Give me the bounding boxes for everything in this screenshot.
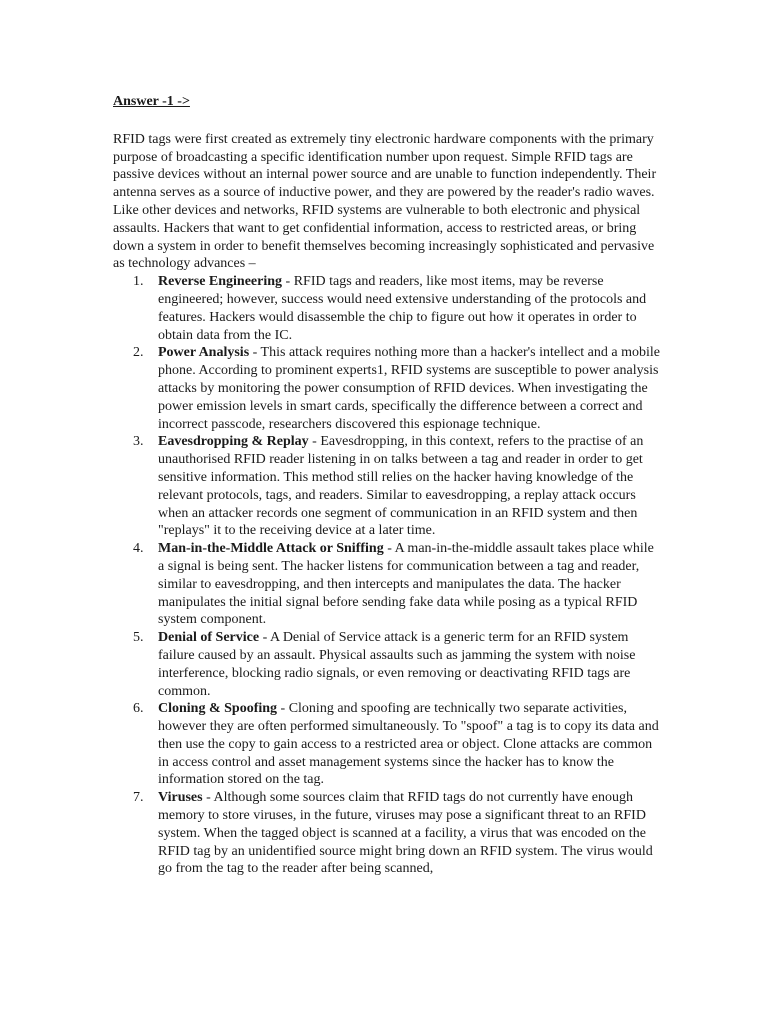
list-item <box>113 629 661 700</box>
answer-heading: Answer -1 -> <box>113 94 190 109</box>
document-body <box>113 93 661 878</box>
attack-list <box>113 273 661 878</box>
list-item <box>113 273 661 344</box>
attack-description: - Although some sources claim that RFID tags do not currently have enough memory to store viruses, in the future, viruses may pose a significant threat to an RFID system. When the tagged object is scanned at a facility, a virus that was encoded on the RFID tag by an unidentified source might bring down an RFID system. The virus would go from the tag to the reader after being scanned, <box>158 790 653 877</box>
attack-description: - Eavesdropping, in this context, refers to the practise of an unauthorised RFID reader listening in on talks between a tag and reader in order to get sensitive information. This method still relies on the hacker having knowledge of the relevant protocols, tags, and readers. Similar to eavesdropping, a replay attack occurs when an attacker records one segment of communication in an RFID system and then "replays" it to the receiving device at a later time. <box>158 434 644 539</box>
attack-term: Man-in-the-Middle Attack or Sniffing <box>158 541 384 557</box>
attack-description: - Cloning and spoofing are technically two separate activities, however they are often performed simultaneously. To "spoof" a tag is to copy its data and then use the copy to gain access to a restricted area or object. Clone attacks are common in access control and asset management systems since the hacker has to know the information stored on the tag. <box>158 701 659 788</box>
attack-description: - RFID tags and readers, like most items, may be reverse engineered; however, success would need extensive understanding of the protocols and features. Hackers would disassemble the chip to figure out how it operates in order to obtain data from the IC. <box>158 274 647 343</box>
attack-description: - A man-in-the-middle assault takes place while a signal is being sent. The hacker listens for communication between a tag and reader, similar to eavesdropping, and then intercepts and manipulates the data. The hacker manipulates the initial signal before sending fake data while posing as a typical RFID system component. <box>158 541 654 628</box>
intro-paragraph: RFID tags were first created as extremely tiny electronic hardware components with the primary purpose of broadcasting a specific identification number upon request. Simple RFID tags are passive devices without an internal power source and are unable to function independently. Their antenna serves as a source of inductive power, and they are powered by the reader's radio waves. Like other devices and networks, RFID systems are vulnerable to both electronic and physical assaults. Hackers that want to get confidential information, access to restricted areas, or bring down a system in order to benefit themselves becoming increasingly sophisticated and pervasive as technology advances – <box>113 131 657 272</box>
list-item <box>113 344 661 433</box>
attack-term: Reverse Engineering <box>158 274 283 290</box>
attack-term: Power Analysis <box>158 345 250 361</box>
list-item <box>113 540 661 629</box>
attack-term: Denial of Service <box>158 630 260 646</box>
list-item <box>113 700 661 789</box>
list-number: 3. <box>133 434 144 450</box>
attack-term: Eavesdropping & Replay <box>158 434 309 450</box>
list-number: 4. <box>133 541 144 557</box>
list-item <box>113 789 661 878</box>
list-number: 5. <box>133 630 144 646</box>
attack-term: Viruses <box>158 790 203 806</box>
attack-term: Cloning & Spoofing <box>158 701 278 717</box>
list-item <box>113 433 661 540</box>
list-number: 6. <box>133 701 144 717</box>
attack-description: - A Denial of Service attack is a generic term for an RFID system failure caused by an assault. Physical assaults such as jamming the system with noise interference, blocking radio signals, or even removing or deactivating RFID tags are common. <box>158 630 636 699</box>
list-number: 2. <box>133 345 144 361</box>
attack-description: - This attack requires nothing more than a hacker's intellect and a mobile phone. According to prominent experts1, RFID systems are susceptible to power analysis attacks by monitoring the power consumption of RFID devices. When investigating the power emission levels in smart cards, specifically the difference between a correct and incorrect passcode, researchers discovered this espionage technique. <box>158 345 660 432</box>
list-number: 1. <box>133 274 144 290</box>
list-number: 7. <box>133 790 144 806</box>
